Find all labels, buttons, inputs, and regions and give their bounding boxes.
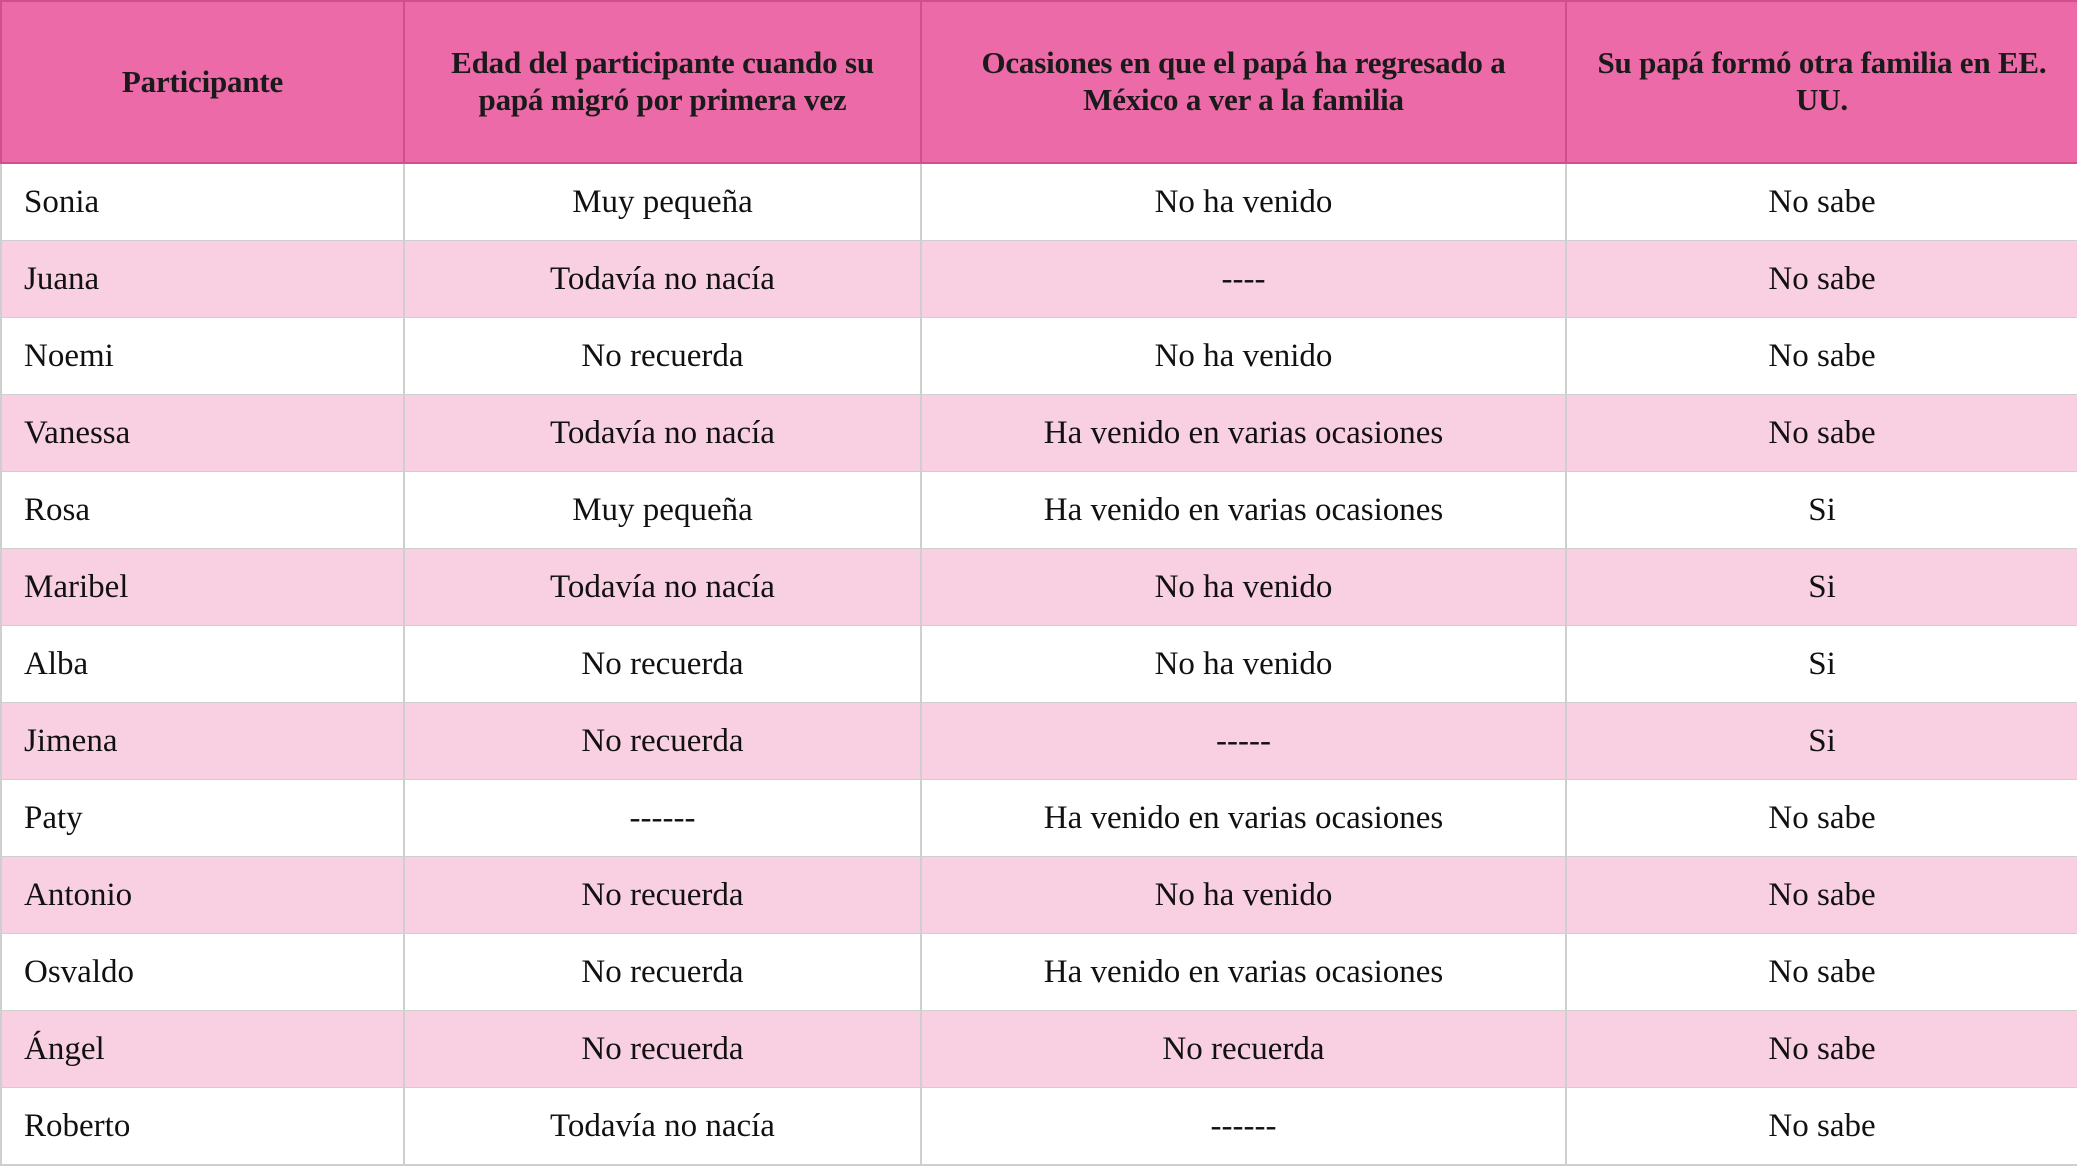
cell-edad: No recuerda bbox=[404, 857, 921, 934]
cell-otra-familia: No sabe bbox=[1566, 241, 2077, 318]
table-row bbox=[1, 703, 2077, 780]
table-row bbox=[1, 163, 2077, 241]
table-row bbox=[1, 857, 2077, 934]
cell-participante: Jimena bbox=[1, 703, 404, 780]
table-row bbox=[1, 934, 2077, 1011]
cell-edad: No recuerda bbox=[404, 703, 921, 780]
table-row bbox=[1, 1011, 2077, 1088]
cell-ocasiones: No ha venido bbox=[921, 549, 1566, 626]
cell-participante: Sonia bbox=[1, 163, 404, 241]
table-row bbox=[1, 549, 2077, 626]
cell-ocasiones: No ha venido bbox=[921, 318, 1566, 395]
cell-participante: Rosa bbox=[1, 472, 404, 549]
cell-participante: Noemi bbox=[1, 318, 404, 395]
table-row bbox=[1, 395, 2077, 472]
cell-edad: Todavía no nacía bbox=[404, 1088, 921, 1166]
cell-otra-familia: Si bbox=[1566, 472, 2077, 549]
cell-ocasiones: Ha venido en varias ocasiones bbox=[921, 395, 1566, 472]
cell-ocasiones: No ha venido bbox=[921, 626, 1566, 703]
cell-otra-familia: No sabe bbox=[1566, 395, 2077, 472]
table-row bbox=[1, 626, 2077, 703]
cell-participante: Osvaldo bbox=[1, 934, 404, 1011]
cell-edad: No recuerda bbox=[404, 934, 921, 1011]
table-row bbox=[1, 472, 2077, 549]
table-header bbox=[1, 1, 2077, 163]
cell-ocasiones: No recuerda bbox=[921, 1011, 1566, 1088]
cell-edad: No recuerda bbox=[404, 1011, 921, 1088]
cell-ocasiones: Ha venido en varias ocasiones bbox=[921, 780, 1566, 857]
cell-participante: Alba bbox=[1, 626, 404, 703]
table-row bbox=[1, 241, 2077, 318]
table-row bbox=[1, 780, 2077, 857]
cell-edad: Todavía no nacía bbox=[404, 395, 921, 472]
column-header-participante: Participante bbox=[1, 1, 404, 163]
cell-otra-familia: Si bbox=[1566, 549, 2077, 626]
cell-ocasiones: Ha venido en varias ocasiones bbox=[921, 472, 1566, 549]
cell-edad: No recuerda bbox=[404, 626, 921, 703]
cell-otra-familia: No sabe bbox=[1566, 318, 2077, 395]
cell-otra-familia: Si bbox=[1566, 626, 2077, 703]
cell-participante: Vanessa bbox=[1, 395, 404, 472]
table-row bbox=[1, 318, 2077, 395]
cell-otra-familia: No sabe bbox=[1566, 1011, 2077, 1088]
cell-otra-familia: No sabe bbox=[1566, 1088, 2077, 1166]
cell-participante: Antonio bbox=[1, 857, 404, 934]
column-header-ocasiones: Ocasiones en que el papá ha regresado a México a ver a la familia bbox=[921, 1, 1566, 163]
cell-ocasiones: No ha venido bbox=[921, 163, 1566, 241]
table-row bbox=[1, 1088, 2077, 1166]
cell-ocasiones: Ha venido en varias ocasiones bbox=[921, 934, 1566, 1011]
cell-ocasiones: ----- bbox=[921, 703, 1566, 780]
cell-participante: Paty bbox=[1, 780, 404, 857]
cell-edad: Todavía no nacía bbox=[404, 241, 921, 318]
column-header-edad: Edad del participante cuando su papá migró por primera vez bbox=[404, 1, 921, 163]
cell-participante: Ángel bbox=[1, 1011, 404, 1088]
cell-edad: Todavía no nacía bbox=[404, 549, 921, 626]
cell-edad: No recuerda bbox=[404, 318, 921, 395]
cell-participante: Roberto bbox=[1, 1088, 404, 1166]
cell-otra-familia: No sabe bbox=[1566, 857, 2077, 934]
cell-otra-familia: Si bbox=[1566, 703, 2077, 780]
cell-edad: Muy pequeña bbox=[404, 472, 921, 549]
column-header-otra-familia: Su papá formó otra familia en EE. UU. bbox=[1566, 1, 2077, 163]
table-header-row bbox=[1, 1, 2077, 163]
cell-otra-familia: No sabe bbox=[1566, 780, 2077, 857]
cell-participante: Juana bbox=[1, 241, 404, 318]
cell-edad: Muy pequeña bbox=[404, 163, 921, 241]
cell-edad: ------ bbox=[404, 780, 921, 857]
cell-ocasiones: No ha venido bbox=[921, 857, 1566, 934]
cell-ocasiones: ------ bbox=[921, 1088, 1566, 1166]
cell-ocasiones: ---- bbox=[921, 241, 1566, 318]
cell-otra-familia: No sabe bbox=[1566, 934, 2077, 1011]
table-body bbox=[1, 163, 2077, 1165]
cell-participante: Maribel bbox=[1, 549, 404, 626]
cell-otra-familia: No sabe bbox=[1566, 163, 2077, 241]
